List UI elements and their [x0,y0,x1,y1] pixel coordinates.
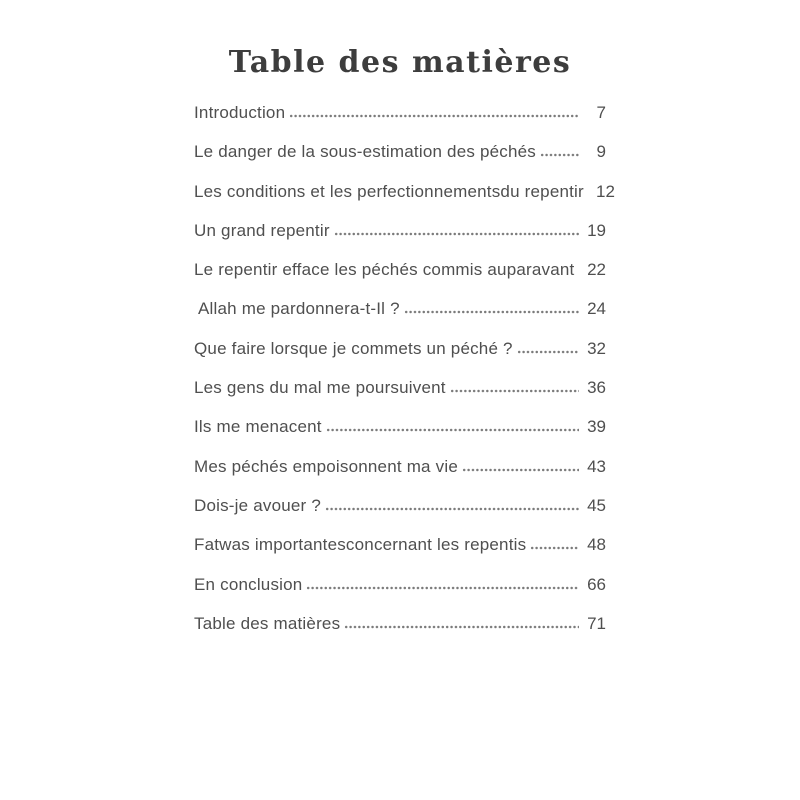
toc-row [194,172,615,211]
dot-leader-decoration [325,507,579,511]
toc-list [194,93,615,643]
toc-entry-page: 32 [587,338,606,358]
toc-entry-label: Un grand repentir [194,220,330,240]
dot-leader-decoration [334,232,579,236]
dot-leader-decoration [578,271,579,275]
toc-entry-page: 24 [587,299,606,319]
dot-leader-decoration [404,310,579,314]
toc-row [194,368,606,407]
toc-row [194,132,606,171]
dot-leader-decoration [344,625,579,629]
toc-entry-page: 7 [596,103,606,122]
toc-row [194,525,606,564]
toc-row [194,289,606,328]
toc-entry-page: 39 [587,417,606,437]
dot-leader-decoration [462,468,579,472]
toc-row [194,329,606,368]
toc-entry-label: Allah me pardonnera-t-Il ? [194,299,400,319]
toc-row [194,93,606,132]
toc-entry-page: 45 [587,495,606,515]
toc-entry-label: Que faire lorsque je commets un péché ? [194,338,513,358]
toc-entry-page: 19 [587,220,606,240]
toc-entry-label: Table des matières [194,613,341,633]
toc-entry-label: Mes péchés empoisonnent ma vie [194,456,458,476]
toc-row [194,565,606,604]
toc-entry-label: Le danger de la sous-estimation des péchés [194,142,536,162]
toc-entry-label: En conclusion [194,574,303,594]
dot-leader-decoration [517,350,579,354]
toc-entry-page: 66 [587,574,606,594]
dot-leader-decoration [306,586,579,590]
toc-entry-page: 9 [596,142,606,162]
toc-entry-label: Fatwas importantesconcernant les repentis [194,535,527,555]
dot-leader-decoration [530,546,579,550]
toc-row [194,407,606,446]
toc-row [194,211,606,250]
page-title: Table des matières [228,45,572,80]
toc-entry-page: 71 [587,613,606,633]
toc-entry-page: 36 [587,378,606,398]
dot-leader-decoration [289,114,579,118]
toc-entry-page: 48 [587,535,606,555]
toc-entry-label: Introduction [194,103,286,122]
toc-row [194,604,606,643]
toc-row [194,447,606,486]
toc-entry-page: 22 [587,260,606,280]
toc-row [194,250,606,289]
toc-entry-page: 12 [595,181,615,201]
toc-entry-label: Ils me menacent [194,417,322,437]
dot-leader-decoration [326,428,579,432]
toc-entry-label: Les conditions et les perfectionnementsdu repentir [194,181,584,201]
dot-leader-decoration [540,153,579,157]
toc-row [194,486,606,525]
toc-entry-label: Le repentir efface les péchés commis auparavant [194,260,575,280]
dot-leader-decoration [450,389,579,393]
toc-entry-page: 43 [587,456,606,476]
toc-entry-label: Les gens du mal me poursuivent [194,378,446,398]
toc-entry-label: Dois-je avouer ? [194,495,321,515]
